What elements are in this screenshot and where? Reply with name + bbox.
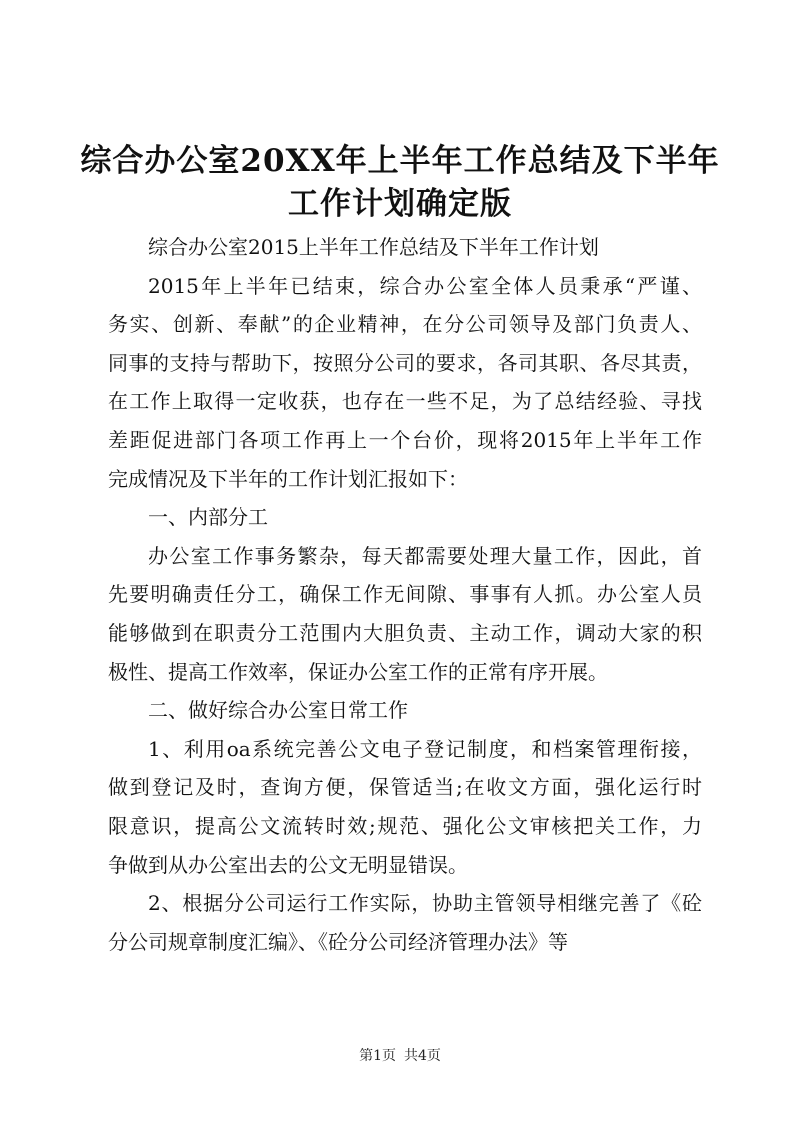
body-text-line: 务实、创新、奉献”的企业精神，在分公司领导及部门负责人、 xyxy=(108,312,702,337)
body-text-line: 同事的支持与帮助下，按照分公司的要求，各司其职、各尽其责， xyxy=(108,350,702,375)
body-text-line: 办公室工作事务繁杂，每天都需要处理大量工作，因此，首 xyxy=(148,543,702,568)
body-text-line: 做到登记及时，查询方便，保管适当;在收文方面，强化运行时 xyxy=(108,775,702,800)
page-footer xyxy=(0,1046,800,1066)
body-text-line: 限意识，提高公文流转时效;规范、强化公文审核把关工作，力 xyxy=(108,813,702,838)
body-text-line: 差距促进部门各项工作再上一个台价，现将2015年上半年工作 xyxy=(108,427,702,452)
document-body xyxy=(108,228,702,961)
body-text-line: 极性、提高工作效率，保证办公室工作的正常有序开展。 xyxy=(108,659,608,684)
page-total: 共4页 xyxy=(404,1048,441,1064)
title-line-1: 综合办公室20XX年上半年工作总结及下半年 xyxy=(80,143,720,179)
body-text-line: 完成情况及下半年的工作计划汇报如下： xyxy=(108,466,468,491)
body-text-line: 能够做到在职责分工范围内大胆负责、主动工作，调动大家的积 xyxy=(108,620,702,645)
body-text-line: 一、内部分工 xyxy=(148,505,268,530)
document-title xyxy=(80,140,720,226)
title-line-2: 工作计划确定版 xyxy=(288,186,512,222)
body-text-line: 2015年上半年已结束，综合办公室全体人员秉承“严谨、 xyxy=(148,273,702,298)
body-text-line: 争做到从办公室出去的公文无明显错误。 xyxy=(108,852,468,877)
body-text-line: 在工作上取得一定收获，也存在一些不足，为了总结经验、寻找 xyxy=(108,389,702,414)
body-text-line: 1、利用oa系统完善公文电子登记制度，和档案管理衔接， xyxy=(148,736,702,761)
body-text-line: 2、根据分公司运行工作实际，协助主管领导相继完善了《砼 xyxy=(148,891,702,916)
page-number: 第1页 xyxy=(359,1048,396,1064)
body-text-line: 分公司规章制度汇编》、《砼分公司经济管理办法》等 xyxy=(108,929,568,954)
body-text-line: 先要明确责任分工，确保工作无间隙、事事有人抓。办公室人员 xyxy=(108,582,702,607)
body-text-line: 综合办公室2015上半年工作总结及下半年工作计划 xyxy=(148,235,599,259)
body-text-line: 二、做好综合办公室日常工作 xyxy=(148,698,408,723)
